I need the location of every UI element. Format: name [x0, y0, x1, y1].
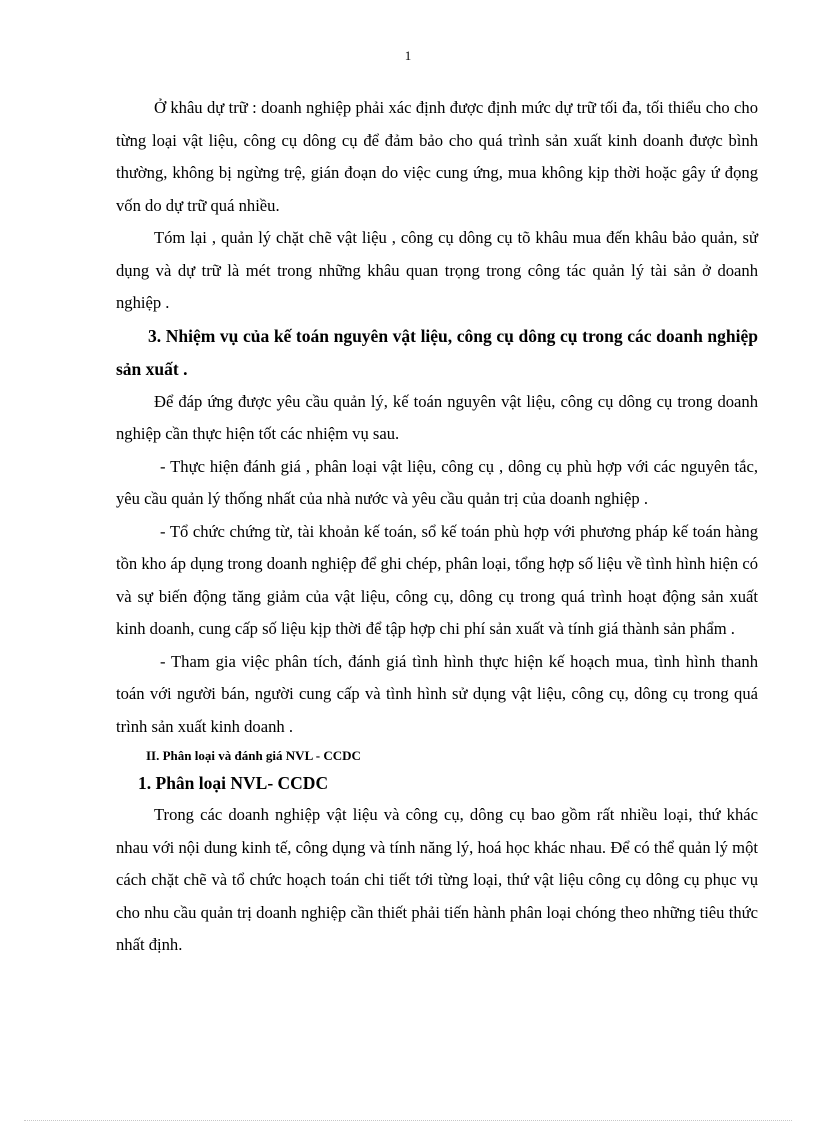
footer-divider	[24, 1120, 792, 1121]
list-item-evaluate-classify: - Thực hiện đánh giá , phân loại vật liệu, công cụ , dông cụ phù hợp với các nguyên tắc, yêu cầu quản lý thống nhất của nhà nước và yêu cầu quản trị của doanh nghiệp .	[116, 456, 758, 508]
page-number: 1	[404, 48, 412, 63]
section-heading-classification: II. Phân loại và đánh giá NVL - CCDC	[146, 748, 361, 763]
list-item-organize-records: - Tổ chức chứng từ, tài khoản kế toán, sổ kế toán phù hợp với phương pháp kế toán hàng tồn kho áp dụng trong doanh nghiệp để ghi chép, phân loại, tổng hợp số liệu về tình hình hiện có và sự biến động tăng giảm của vật liệu, công cụ, dông cụ trong quá trình hoạt động sản xuất kinh doanh, cung cấp số liệu kịp thời để tập hợp chi phí sản xuất và tính giá thành sản phẩm .	[116, 521, 758, 638]
paragraph-reserve-stage: Ở khâu dự trữ : doanh nghiệp phải xác định được định mức dự trữ tối đa, tối thiểu cho cho từng loại vật liệu, công cụ dông cụ để đảm bảo cho quá trình sản xuất kinh doanh được bình thường, không bị ngừng trệ, gián đoạn do việc cung ứng, mua không kịp thời hoặc gây ứ đọng vốn do dự trữ quá nhiều.	[116, 98, 758, 215]
document-body	[116, 92, 758, 962]
paragraph-requirements-intro: Để đáp ứng được yêu cầu quản lý, kế toán nguyên vật liệu, công cụ dông cụ trong doanh nghiệp cần thực hiện tốt các nhiệm vụ sau.	[116, 391, 758, 443]
paragraph-summary: Tóm lại , quản lý chặt chẽ vật liệu , công cụ dông cụ tõ khâu mua đến khâu bảo quản, sử dụng và dự trữ là mét trong những khâu quan trọng trong công tác quản lý tài sản ở doanh nghiệp .	[116, 228, 758, 312]
paragraph-classification-intro: Trong các doanh nghiệp vật liệu và công cụ, dông cụ bao gồm rất nhiều loại, thứ khác nhau với nội dung kinh tế, công dụng và tính năng lý, hoá học khác nhau. Để có thể quản lý một cách chặt chẽ và tổ chức hoạch toán chi tiết tới từng loại, thứ vật liệu công cụ dông cụ phục vụ cho nhu cầu quản trị doanh nghiệp cần thiết phải tiến hành phân loại chóng theo những tiêu thức nhất định.	[116, 805, 758, 954]
list-item-analysis: - Tham gia việc phân tích, đánh giá tình hình thực hiện kế hoạch mua, tình hình thanh toán với người bán, người cung cấp và tình hình sử dụng vật liệu, công cụ, dông cụ trong quá trình sản xuất kinh doanh .	[116, 651, 758, 736]
heading-classification-nvl-ccdc: 1. Phân loại NVL- CCDC	[138, 773, 329, 793]
heading-accounting-tasks: 3. Nhiệm vụ của kế toán nguyên vật liệu, công cụ dông cụ trong các doanh nghiệp sản xuất .	[116, 325, 758, 379]
